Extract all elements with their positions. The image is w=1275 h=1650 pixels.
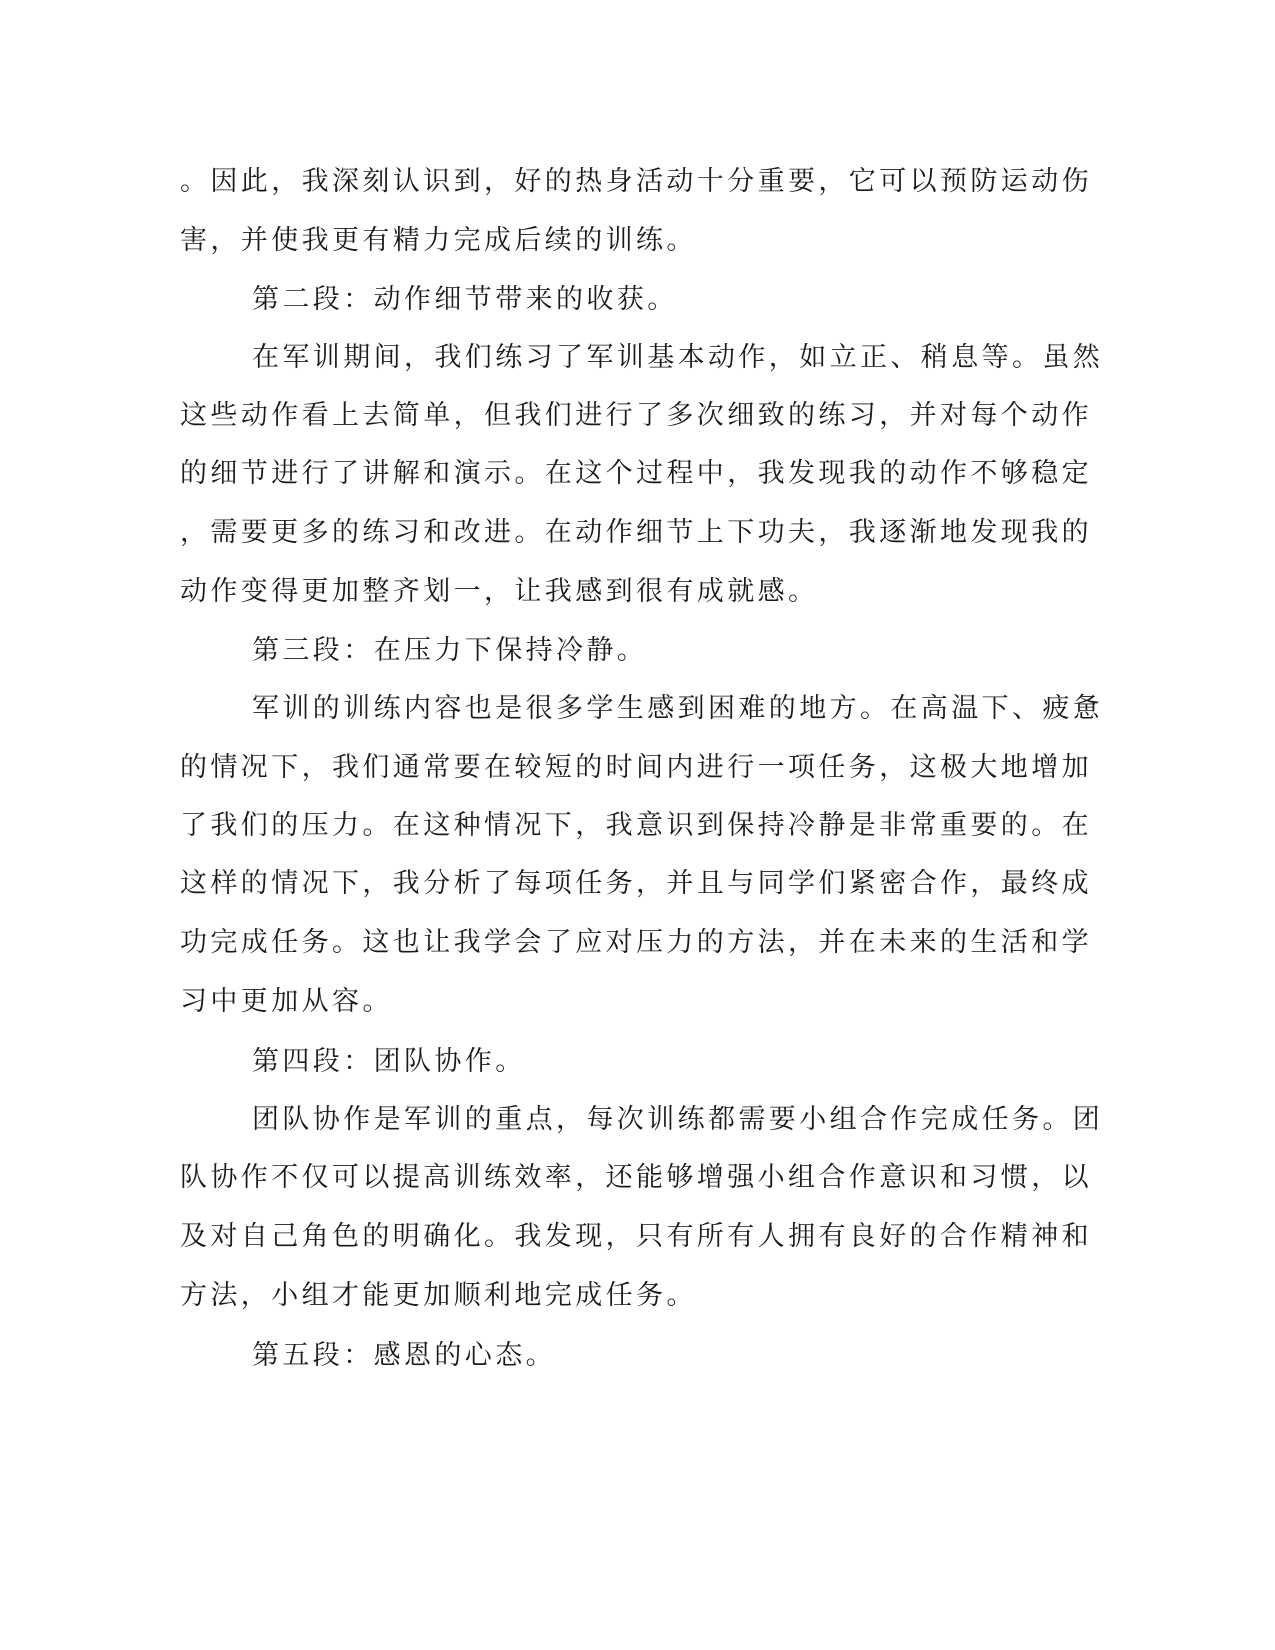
section-heading: 第五段：感恩的心态。 xyxy=(252,1340,556,1371)
paragraph-line: 及对自己角色的明确化。我发现，只有所有人拥有良好的合作精神和 xyxy=(180,1221,1092,1252)
paragraph-line: 的细节进行了讲解和演示。在这个过程中，我发现我的动作不够稳定 xyxy=(180,458,1092,489)
paragraph-line: 团队协作是军训的重点，每次训练都需要小组合作完成任务。团 xyxy=(252,1104,1104,1135)
section-heading: 第三段：在压力下保持冷静。 xyxy=(252,635,648,666)
section-heading: 第四段：团队协作。 xyxy=(252,1046,526,1077)
paragraph-line: 害，并使我更有精力完成后续的训练。 xyxy=(180,225,697,256)
paragraph-line: ，需要更多的练习和改进。在动作细节上下功夫，我逐渐地发现我的 xyxy=(180,517,1092,548)
paragraph-line: 军训的训练内容也是很多学生感到困难的地方。在高温下、疲惫 xyxy=(252,693,1104,724)
paragraph-line: 方法，小组才能更加顺利地完成任务。 xyxy=(180,1280,697,1311)
paragraph-line: 功完成任务。这也让我学会了应对压力的方法，并在未来的生活和学 xyxy=(180,927,1092,958)
paragraph-line: 这样的情况下，我分析了每项任务，并且与同学们紧密合作，最终成 xyxy=(180,868,1092,899)
paragraph-line: 动作变得更加整齐划一，让我感到很有成就感。 xyxy=(180,576,819,607)
paragraph-line: 在军训期间，我们练习了军训基本动作，如立正、稍息等。虽然 xyxy=(252,342,1104,373)
paragraph-line: 的情况下，我们通常要在较短的时间内进行一项任务，这极大地增加 xyxy=(180,752,1092,783)
paragraph-line: 队协作不仅可以提高训练效率，还能够增强小组合作意识和习惯，以 xyxy=(180,1162,1092,1193)
paragraph-line: 这些动作看上去简单，但我们进行了多次细致的练习，并对每个动作 xyxy=(180,400,1092,431)
section-heading: 第二段：动作细节带来的收获。 xyxy=(252,284,678,315)
paragraph-line: 习中更加从容。 xyxy=(180,986,393,1017)
paragraph-line: 。因此，我深刻认识到，好的热身活动十分重要，它可以预防运动伤 xyxy=(180,166,1092,197)
paragraph-line: 了我们的压力。在这种情况下，我意识到保持冷静是非常重要的。在 xyxy=(180,810,1092,841)
